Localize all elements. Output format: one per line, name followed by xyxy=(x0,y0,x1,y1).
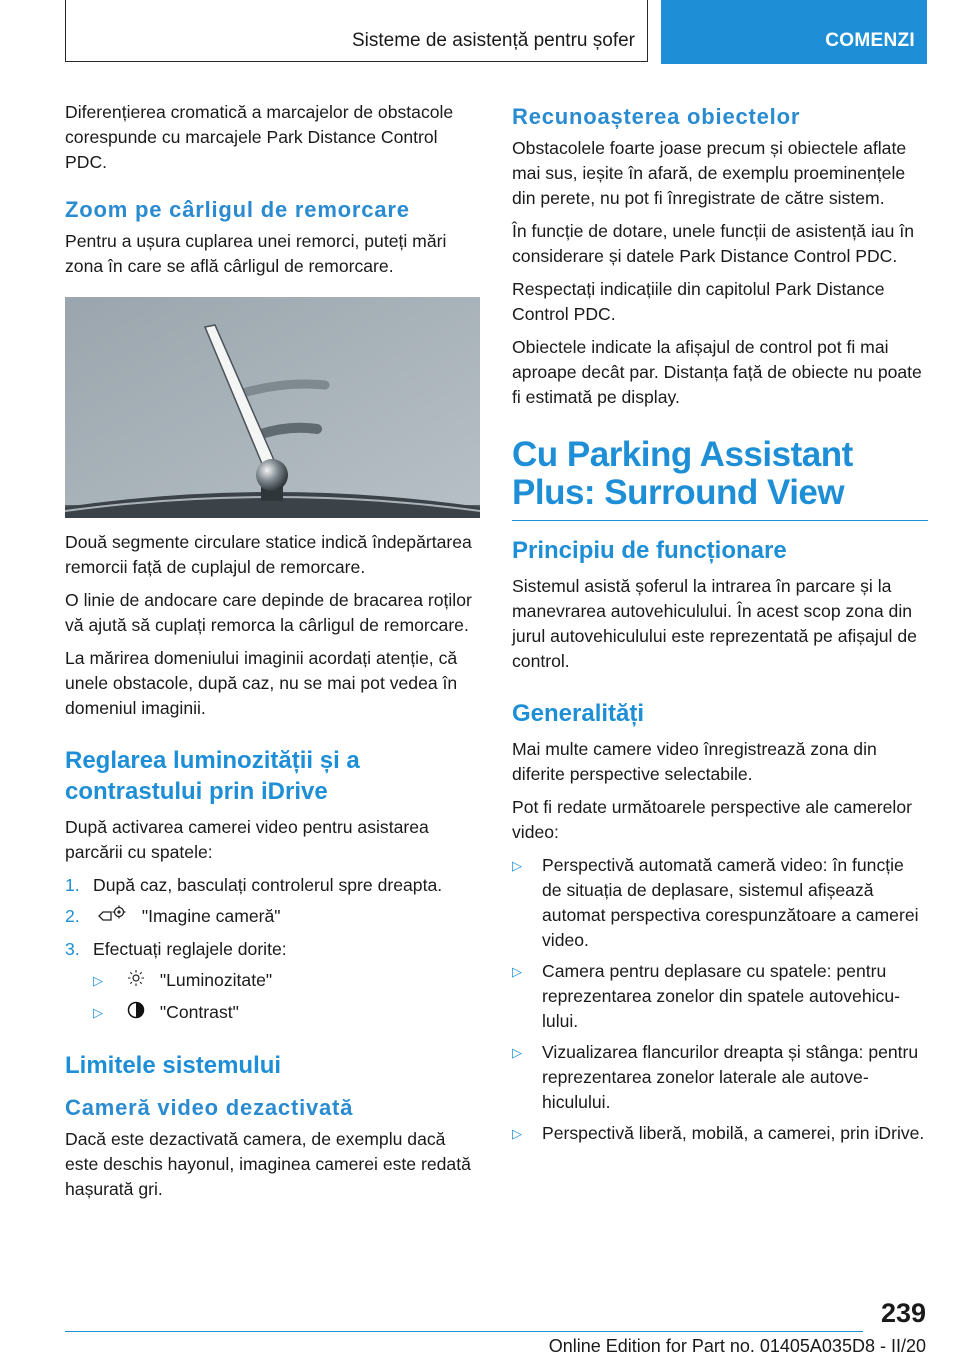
footer-rule xyxy=(65,1331,863,1332)
surround-view-heading: Cu Parking Assistant Plus: Surround View xyxy=(512,435,853,512)
recognition-paragraph-3: Respectați indicațiile din capitolul Park Distance Control PDC. xyxy=(512,279,885,324)
step-number: 2. xyxy=(65,906,80,926)
steps-list xyxy=(65,873,480,1026)
figure-paragraph-3: La mărirea domeniului imaginii acordați atenție, că unele obstacole, după caz, nu se mai pot vedea în domeniul imaginii. xyxy=(65,648,458,718)
general-paragraph-2: Pot fi redate următoarele perspective ale camerelor video: xyxy=(512,797,912,842)
principle-heading: Principiu de funcționare xyxy=(512,537,787,564)
sub-step-text: "Contrast" xyxy=(159,1001,239,1022)
triangle-bullet-icon: ▷ xyxy=(93,1004,103,1020)
camera-off-heading: Cameră video dezactivată xyxy=(65,1094,354,1120)
recognition-paragraph-1: Obstacolele foarte joase precum și obiectele aflate mai sus, ieșite în afară, de exemplu proeminențele din perete, nu pot fi înregistrate de către sistem. xyxy=(512,138,907,208)
camera-settings-icon xyxy=(97,904,127,931)
triangle-bullet-icon: ▷ xyxy=(512,1126,522,1141)
right-column xyxy=(512,100,928,1154)
contrast-icon xyxy=(127,1001,145,1026)
limits-heading: Limitele sistemului xyxy=(65,1051,282,1079)
page-header xyxy=(65,0,927,64)
zoom-paragraph: Pentru a ușura cuplarea unei remorci, puteți mări zona în care se află cârligul de remorcare. xyxy=(65,231,447,276)
perspectives-list xyxy=(512,853,928,1146)
bullet-text: Camera pentru deplasare cu spatele: pentru reprezentarea zonelor din spatele autovehiculului. xyxy=(542,961,900,1031)
bullet-text: Perspectivă liberă, mobilă, a camerei, prin iDrive. xyxy=(542,1123,925,1143)
left-column xyxy=(65,100,480,1210)
principle-paragraph: Sistemul asistă șoferul la intrarea în parcare și la manevrarea autovehiculului. În acest scop zona din jurul autovehiculului este reprezentată pe afișajul de control. xyxy=(512,576,917,671)
general-paragraph-1: Mai multe camere video înregistrează zona din diferite perspective selectabile. xyxy=(512,739,877,784)
section-title-box xyxy=(65,0,648,62)
zoom-heading: Zoom pe cârligul de remorcare xyxy=(65,197,410,222)
triangle-bullet-icon: ▷ xyxy=(512,858,522,873)
recognition-paragraph-4: Obiectele indicate la afișajul de control pot fi mai aproape decât par. Distanța față de obiecte nu poate fi estimată pe display. xyxy=(512,337,922,407)
step-number: 3. xyxy=(65,939,80,959)
list-item xyxy=(93,968,480,994)
triangle-bullet-icon: ▷ xyxy=(512,964,522,979)
step-text: După caz, basculați controlerul spre dreapta. xyxy=(93,875,443,895)
chapter-title: COMENZI xyxy=(825,30,915,51)
hitch-zoom-figure xyxy=(65,297,480,518)
distance-segment-near xyxy=(261,428,317,434)
sun-icon xyxy=(127,969,145,994)
edition-line: Online Edition for Part no. 01405A035D8 - II/20 xyxy=(548,1336,926,1356)
sub-steps-list xyxy=(93,968,480,1026)
triangle-bullet-icon: ▷ xyxy=(512,1045,522,1060)
list-item xyxy=(512,959,928,1034)
recognition-paragraph-2: În funcție de dotare, unele funcții de asistență iau în considerare și datele Park Distance Control PDC. xyxy=(512,221,914,266)
brightness-intro: După activarea camerei video pentru asistarea parcării cu spatele: xyxy=(65,817,429,862)
figure-paragraph-1: Două segmente circulare statice indică îndepărtarea remorcii față de cuplajul de remorcare. xyxy=(65,532,472,577)
chapter-tab xyxy=(661,0,927,64)
hitch-ball xyxy=(256,459,288,491)
bullet-text: Perspectivă automată cameră video: în funcție de situația de deplasare, sistemul afișează automat perspectiva corespunzătoare a camerei video. xyxy=(542,855,919,950)
list-item xyxy=(512,1040,928,1115)
step-number: 1. xyxy=(65,875,80,895)
hitch-zoom-image xyxy=(65,297,480,518)
step-text: "Imagine cameră" xyxy=(141,906,281,927)
recognition-heading: Recunoașterea obiectelor xyxy=(512,104,801,129)
camera-off-paragraph: Dacă este dezactivată camera, de exemplu dacă este deschis hayonul, imaginea camerei este redată hașurată gri. xyxy=(65,1128,471,1199)
step-text: Efectuați reglajele dorite: xyxy=(93,939,287,959)
section-title: Sisteme de asistență pentru șofer xyxy=(351,30,635,51)
triangle-bullet-icon: ▷ xyxy=(93,973,103,988)
list-item xyxy=(512,1121,928,1146)
brightness-heading: Reglarea luminozității și a contrastului prin iDrive xyxy=(65,747,360,805)
list-item xyxy=(65,904,480,931)
list-item xyxy=(65,937,480,1026)
figure-paragraph-2: O linie de andocare care depinde de bracarea roților vă ajută să cuplați remorca la cârligul de remorcare. xyxy=(65,590,472,635)
list-item xyxy=(93,1000,480,1026)
general-heading: Generalități xyxy=(512,700,645,727)
heading-rule xyxy=(512,520,928,521)
sub-step-text: "Luminozitate" xyxy=(159,970,273,990)
intro-paragraph: Diferențierea cromatică a marcajelor de obstacole corespunde cu marcajele Park Distance Control PDC. xyxy=(65,102,454,172)
list-item xyxy=(65,873,480,898)
page-number: 239 xyxy=(880,1298,926,1328)
bullet-text: Vizualizarea flancurilor dreapta și stânga: pentru reprezentarea zonelor laterale ale autovehiculului. xyxy=(542,1042,919,1112)
list-item xyxy=(512,853,928,953)
